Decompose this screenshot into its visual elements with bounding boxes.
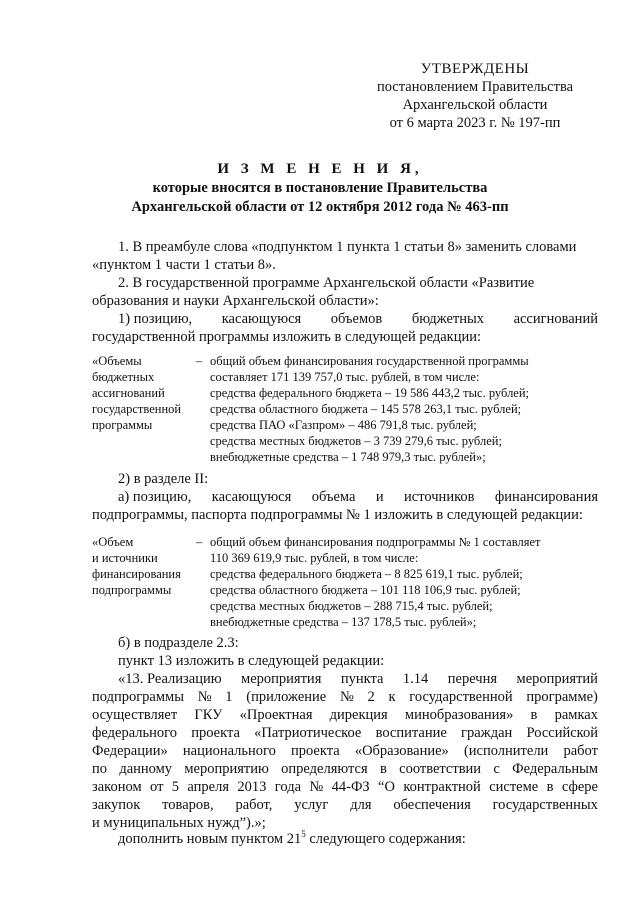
value-line: средства федерального бюджета – 19 586 443,2 тыс. рублей; bbox=[210, 386, 530, 400]
heading-line: которые вносятся в постановление Правительства bbox=[152, 180, 488, 196]
word: бюджетных bbox=[411, 311, 485, 327]
word: касающуюся bbox=[211, 489, 292, 505]
text-line: подпрограммы, паспорта подпрограммы № 1 изложить в следующей редакции: bbox=[92, 507, 583, 523]
word: государственных bbox=[492, 797, 598, 813]
word: воспитание bbox=[375, 725, 447, 741]
word: рамках bbox=[554, 707, 598, 723]
position-dash: – bbox=[196, 535, 203, 549]
word: минобразования» bbox=[404, 707, 514, 723]
value-line: общий объем финансирования подпрограммы № 1 составляет bbox=[210, 535, 541, 549]
word: касающуюся bbox=[221, 311, 302, 327]
label-line: финансирования bbox=[92, 567, 181, 581]
word: Федерации» bbox=[92, 743, 168, 759]
value-line: средства областного бюджета – 101 118 106,9 тыс. рублей; bbox=[210, 583, 521, 597]
point-13-text bbox=[92, 670, 598, 832]
word: к bbox=[388, 689, 396, 705]
word: 1 bbox=[225, 689, 233, 705]
word: для bbox=[350, 797, 372, 813]
text-line: образования и науки Архангельской области»: bbox=[92, 293, 379, 309]
word: 2 bbox=[367, 689, 375, 705]
word: перечня bbox=[447, 671, 498, 687]
word: товаров, bbox=[162, 797, 214, 813]
value-line: средства ПАО «Газпром» – 486 791,8 тыс. рублей; bbox=[210, 418, 477, 432]
word: “О bbox=[378, 779, 395, 795]
justified-line bbox=[92, 706, 598, 724]
word: по bbox=[92, 761, 108, 777]
word: работ, bbox=[235, 797, 273, 813]
justified-line bbox=[92, 742, 598, 760]
approval-line: Архангельской области bbox=[402, 97, 548, 113]
word: осуществляет bbox=[92, 707, 178, 723]
label-line: бюджетных bbox=[92, 370, 155, 384]
word: «13. Реализацию bbox=[118, 671, 222, 687]
justified-line bbox=[92, 670, 598, 688]
word: федерального bbox=[92, 725, 177, 741]
value-line: составляет 171 139 757,0 тыс. рублей, в том числе: bbox=[210, 370, 480, 384]
add-point-line bbox=[92, 830, 598, 848]
word: 5 bbox=[171, 779, 180, 795]
superscript: 5 bbox=[301, 829, 306, 840]
word: ГКУ bbox=[194, 707, 223, 723]
word: Федеральным bbox=[512, 761, 598, 777]
word: а) позицию, bbox=[118, 489, 192, 505]
word: проекта bbox=[291, 743, 340, 759]
justified-line bbox=[92, 778, 598, 796]
label-line: государственной bbox=[92, 402, 182, 416]
text-line: и муниципальных нужд”).»; bbox=[92, 815, 266, 831]
word: 1.14 bbox=[402, 671, 429, 687]
word: (исполнители bbox=[463, 743, 549, 759]
label-line: «Объемы bbox=[92, 354, 142, 368]
word: от bbox=[150, 779, 164, 795]
word: 44-ФЗ bbox=[331, 779, 370, 795]
text-line: б) в подразделе 2.3: bbox=[118, 635, 239, 651]
word: дирекция bbox=[329, 707, 388, 723]
approval-line: постановлением Правительства bbox=[376, 79, 574, 95]
word: подпрограммы bbox=[92, 689, 184, 705]
document-heading bbox=[60, 160, 580, 217]
passport-position-1 bbox=[92, 353, 598, 471]
word: данному bbox=[119, 761, 173, 777]
word: мероприятию bbox=[184, 761, 269, 777]
value-line: средства местных бюджетов – 3 739 279,6 тыс. рублей; bbox=[210, 434, 502, 448]
heading-line: Архангельской области от 12 октября 2012 года № 463-пп bbox=[131, 199, 509, 215]
value-line: общий объем финансирования государственной программы bbox=[210, 354, 529, 368]
word: объемов bbox=[330, 311, 383, 327]
justified-line bbox=[92, 688, 598, 706]
text-fragment: следующего содержания: bbox=[305, 831, 466, 847]
word: мероприятий bbox=[516, 671, 598, 687]
word: государственной bbox=[409, 689, 513, 705]
approval-block bbox=[340, 60, 610, 132]
word: в bbox=[530, 707, 538, 723]
position-label bbox=[92, 534, 184, 598]
word: «Образование» bbox=[354, 743, 449, 759]
word: программе) bbox=[526, 689, 598, 705]
text-fragment: дополнить новым пунктом 21 bbox=[118, 831, 302, 847]
text-line: государственной программы изложить в следующей редакции: bbox=[92, 329, 482, 345]
word: проекта bbox=[191, 725, 240, 741]
justified-line bbox=[92, 724, 598, 742]
approval-title: УТВЕРЖДЕНЫ bbox=[420, 61, 530, 77]
word: обеспечения bbox=[393, 797, 471, 813]
value-line: средства федерального бюджета – 8 825 619,1 тыс. рублей; bbox=[210, 567, 523, 581]
value-line: внебюджетные средства – 137 178,5 тыс. рублей»; bbox=[210, 615, 477, 629]
justified-line bbox=[92, 274, 598, 292]
word: услуг bbox=[294, 797, 329, 813]
value-line: средства областного бюджета – 145 578 263,1 тыс. рублей; bbox=[210, 402, 522, 416]
justified-line bbox=[92, 488, 598, 506]
justified-line bbox=[92, 796, 598, 814]
word: определяются bbox=[281, 761, 368, 777]
sub-item-3 bbox=[92, 634, 598, 670]
word: «Патриотическое bbox=[254, 725, 362, 741]
word: граждан bbox=[461, 725, 513, 741]
word: контрактной bbox=[403, 779, 481, 795]
word: года bbox=[274, 779, 302, 795]
word: национального bbox=[182, 743, 276, 759]
approval-line: от 6 марта 2023 г. № 197-пп bbox=[389, 115, 561, 131]
label-line: ассигнований bbox=[92, 386, 165, 400]
text-line: 2. В государственной программе Архангельской области «Развитие bbox=[118, 275, 535, 291]
word: ассигнований bbox=[513, 311, 598, 327]
justified-line bbox=[92, 760, 598, 778]
text-line: «пунктом 1 части 1 статьи 8». bbox=[92, 257, 276, 273]
word: «Проектная bbox=[239, 707, 313, 723]
word: № bbox=[339, 689, 354, 705]
label-line: программы bbox=[92, 418, 153, 432]
text-line: 1. В преамбуле слова «подпунктом 1 пункта 1 статьи 8» заменить словами bbox=[118, 239, 577, 255]
word: объема bbox=[311, 489, 356, 505]
position-value bbox=[210, 353, 600, 465]
position-dash: – bbox=[196, 354, 203, 368]
label-line: и источники bbox=[92, 551, 158, 565]
word: Российской bbox=[526, 725, 598, 741]
word: в bbox=[379, 761, 387, 777]
text-line: пункт 13 изложить в следующей редакции: bbox=[118, 653, 385, 669]
word: 2013 bbox=[237, 779, 267, 795]
label-line: подпрограммы bbox=[92, 583, 172, 597]
value-line: внебюджетные средства – 1 748 979,3 тыс. рублей»; bbox=[210, 450, 486, 464]
position-value bbox=[210, 534, 600, 630]
text-line bbox=[92, 830, 598, 848]
word: в bbox=[546, 779, 554, 795]
word: работ bbox=[563, 743, 598, 759]
word: финансирования bbox=[494, 489, 598, 505]
word: с bbox=[493, 761, 500, 777]
sub-item-2 bbox=[92, 470, 598, 524]
word: соответствии bbox=[399, 761, 482, 777]
sub-item-1 bbox=[92, 310, 598, 346]
value-line: средства местных бюджетов – 288 715,4 тыс. рублей; bbox=[210, 599, 493, 613]
word: источников bbox=[404, 489, 475, 505]
word: законом bbox=[92, 779, 142, 795]
text-line: 2) в разделе II: bbox=[118, 471, 209, 487]
word: апреля bbox=[187, 779, 230, 795]
heading-title: И З М Е Н Е Н И Я, bbox=[217, 161, 423, 177]
word: (приложение bbox=[246, 689, 327, 705]
word: закупок bbox=[92, 797, 141, 813]
position-label bbox=[92, 353, 184, 433]
word: мероприятия bbox=[241, 671, 322, 687]
item-1 bbox=[92, 238, 598, 274]
passport-position-2 bbox=[92, 534, 598, 634]
word: № bbox=[197, 689, 212, 705]
value-line: 110 369 619,9 тыс. рублей, в том числе: bbox=[210, 551, 419, 565]
word: сфере bbox=[561, 779, 598, 795]
word: пункта bbox=[340, 671, 384, 687]
item-2 bbox=[92, 274, 598, 310]
word: 1) позицию, bbox=[118, 311, 193, 327]
label-line: «Объем bbox=[92, 535, 134, 549]
word: системе bbox=[489, 779, 539, 795]
justified-line bbox=[92, 310, 598, 328]
word: и bbox=[375, 489, 384, 505]
word: № bbox=[309, 779, 324, 795]
